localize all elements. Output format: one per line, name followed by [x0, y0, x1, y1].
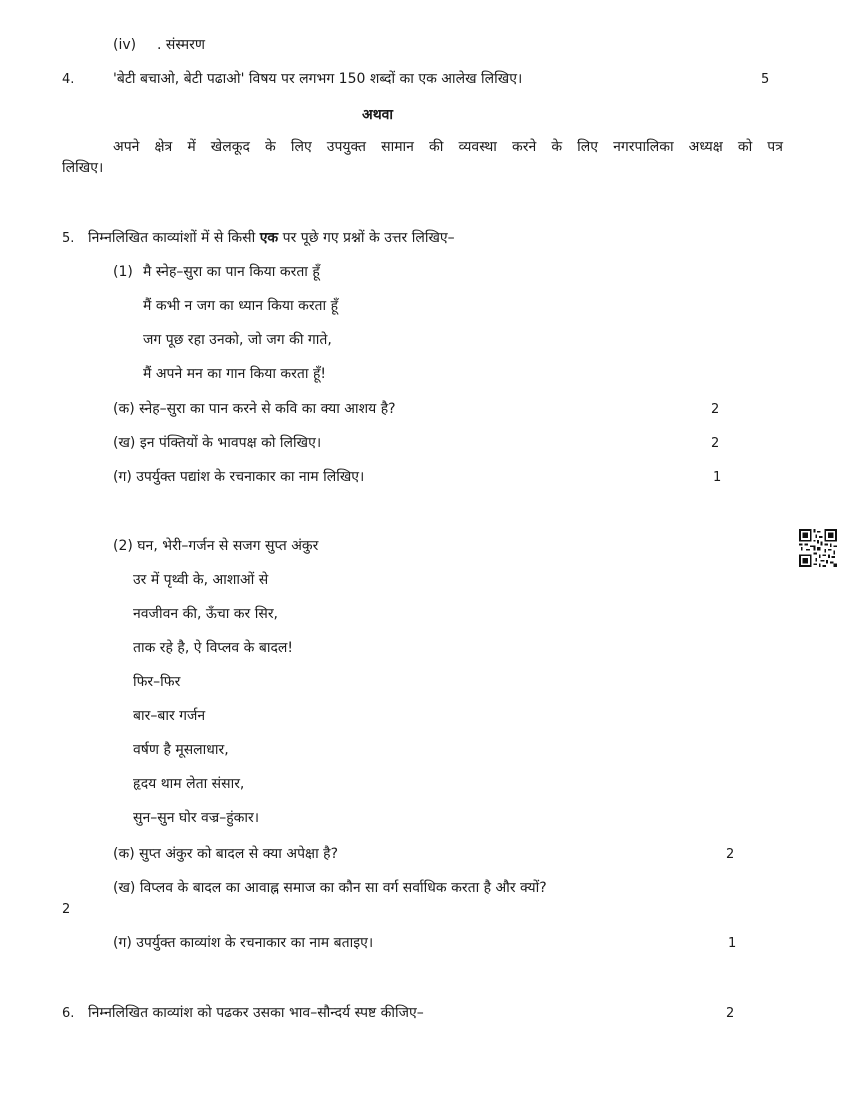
q5-number: 5. — [62, 231, 75, 246]
item-label-iv: (iv) — [113, 37, 137, 53]
p1-line-4: मैं अपने मन का गान किया करता हूँ! — [143, 366, 326, 382]
qr-code — [799, 529, 837, 567]
q4-marks: 5 — [761, 72, 770, 87]
p2-line-9: सुन–सुन घोर वज्र–हुंकार। — [133, 810, 260, 826]
p1-question-ga: (ग) उपर्युक्त पद्यांश के रचनाकार का नाम लिखिए। — [113, 469, 365, 485]
q5-intro — [88, 229, 455, 247]
p2-line-3: नवजीवन की, ऊँचा कर सिर, — [133, 606, 279, 622]
p1-line-1: मै स्नेह–सुरा का पान किया करता हूँ — [143, 264, 320, 280]
q4-number: 4. — [62, 72, 75, 87]
q4-alt-line1: अपने क्षेत्र में खेलकूद के लिए उपयुक्त सामान की व्यवस्था करने के लिए नगरपालिका अध्यक्ष को पत्र — [113, 139, 783, 155]
p1-question-ga-marks: 1 — [713, 470, 722, 485]
p1-label: (1) — [113, 264, 133, 280]
p2-line-1: (2) घन, भेरी–गर्जन से सजग सुप्त अंकुर — [113, 538, 319, 554]
q5-intro-pre: निम्नलिखित काव्यांशों में से किसी — [88, 230, 256, 246]
q4-text: 'बेटी बचाओ, बेटी पढाओ' विषय पर लगभग 150 शब्दों का एक आलेख लिखिए। — [113, 71, 523, 87]
p2-question-kha-marks: 2 — [62, 902, 71, 917]
q5-intro-bold: एक — [259, 230, 279, 246]
p1-question-kha: (ख) इन पंक्तियों के भावपक्ष को लिखिए। — [113, 435, 322, 451]
p1-question-ka-marks: 2 — [711, 402, 720, 417]
p2-line-8: हृदय थाम लेता संसार, — [133, 776, 245, 792]
item-text-iv: . संस्मरण — [157, 37, 206, 53]
q6-marks: 2 — [726, 1006, 735, 1021]
q6-number: 6. — [62, 1006, 75, 1021]
q5-intro-post: पर पूछे गए प्रश्नों के उत्तर लिखिए– — [282, 230, 455, 246]
p2-question-ga-marks: 1 — [728, 936, 737, 951]
p1-line-3: जग पूछ रहा उनको, जो जग की गाते, — [143, 332, 332, 348]
p2-question-ka-marks: 2 — [726, 847, 735, 862]
q4-or-heading: अथवा — [362, 107, 394, 123]
p2-line-6: बार–बार गर्जन — [133, 708, 206, 724]
p2-question-ga: (ग) उपर्युक्त काव्यांश के रचनाकार का नाम बताइए। — [113, 935, 374, 951]
p2-line-7: वर्षण है मूसलाधार, — [133, 742, 229, 758]
p2-question-kha: (ख) विप्लव के बादल का आवाह्न समाज का कौन सा वर्ग सर्वाधिक करता है और क्यों? — [113, 880, 547, 896]
q4-alt-line2: लिखिए। — [62, 160, 104, 176]
p2-question-ka: (क) सुप्त अंकुर को बादल से क्या अपेक्षा है? — [113, 846, 339, 862]
p2-line-2: उर में पृथ्वी के, आशाओं से — [133, 572, 269, 588]
q6-text: निम्नलिखित काव्यांश को पढकर उसका भाव–सौन्दर्य स्पष्ट कीजिए– — [88, 1005, 424, 1021]
p2-line-5: फिर–फिर — [133, 674, 181, 690]
p1-question-ka: (क) स्नेह–सुरा का पान करने से कवि का क्या आशय है? — [113, 401, 396, 417]
p2-line-4: ताक रहे है, ऐ विप्लव के बादल! — [133, 640, 294, 656]
p1-question-kha-marks: 2 — [711, 436, 720, 451]
p1-line-2: मैं कभी न जग का ध्यान किया करता हूँ — [143, 298, 339, 314]
